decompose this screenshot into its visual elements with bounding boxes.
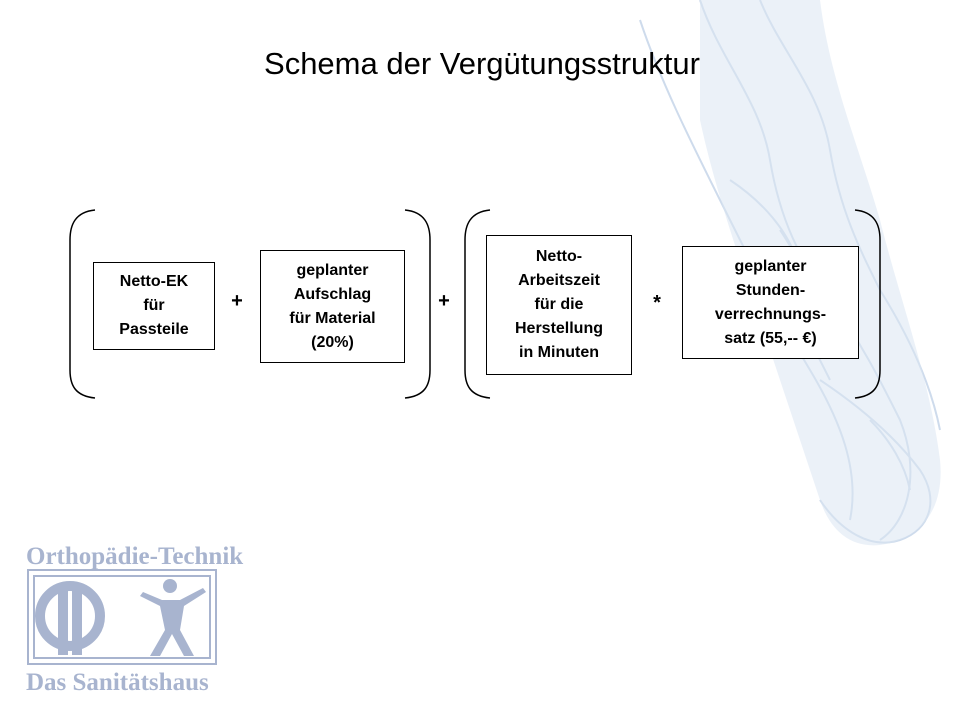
box-stundenverrechnungssatz: geplanter Stunden- verrechnungs- satz (55,-- €)	[682, 246, 859, 359]
box-netto-ek: Netto-EK für Passteile	[93, 262, 215, 350]
box-arbeitszeit: Netto- Arbeitszeit für die Herstellung in Minuten	[486, 235, 632, 375]
logo-figure-icon	[40, 579, 206, 656]
operator-plus-2: +	[438, 290, 450, 312]
box-aufschlag-material: geplanter Aufschlag für Material (20%)	[260, 250, 405, 363]
operator-plus-1: +	[231, 290, 243, 312]
diagram-title: Schema der Vergütungsstruktur	[264, 46, 700, 81]
logo-bottom-text: Das Sanitätshaus	[26, 669, 209, 696]
operator-multiply: *	[653, 292, 661, 314]
logo-top-text: Orthopädie-Technik	[26, 543, 244, 570]
